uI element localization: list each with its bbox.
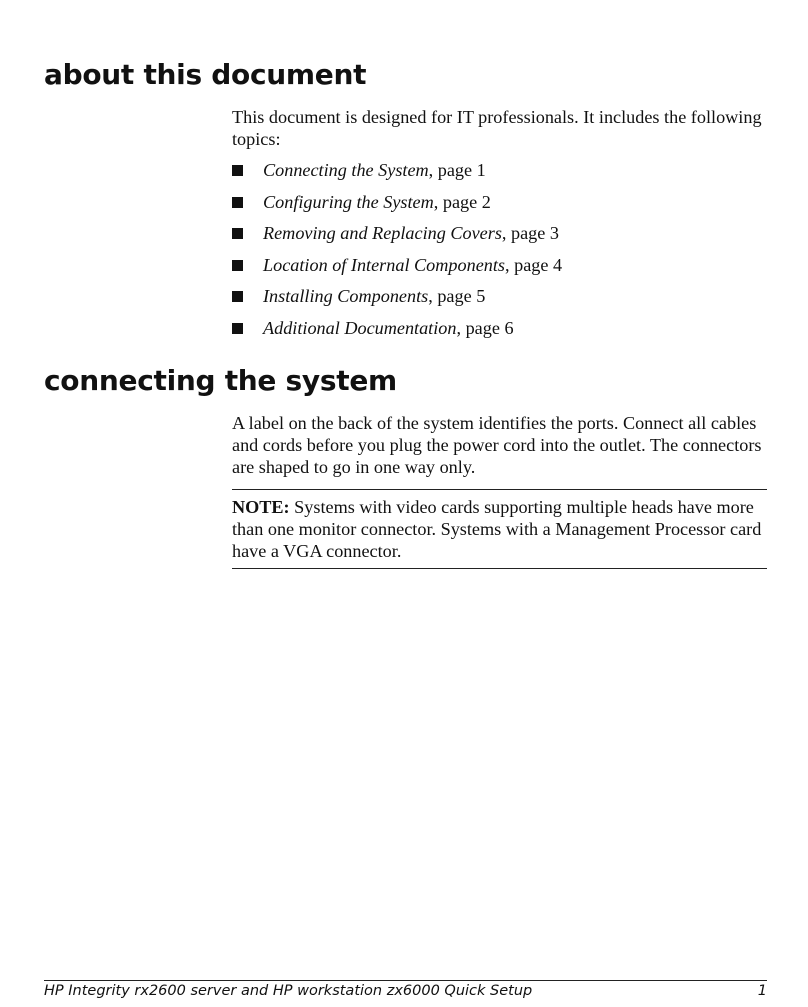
square-bullet-icon — [232, 291, 243, 302]
topic-item-connecting — [232, 159, 562, 191]
square-bullet-icon — [232, 197, 243, 208]
topic-item-installing — [232, 285, 562, 317]
note-text: Systems with video cards supporting multiple heads have more than one monitor connector. Systems with a Management Processor card have a VGA connector. — [232, 497, 762, 561]
square-bullet-icon — [232, 260, 243, 271]
topic-list — [232, 159, 562, 348]
footer-document-title: HP Integrity rx2600 server and HP workstation zx6000 Quick Setup — [44, 983, 533, 999]
topic-page-ref: , page 5 — [428, 286, 486, 306]
topic-page-ref: , page 2 — [433, 191, 491, 212]
topic-page-ref: , page 6 — [456, 317, 514, 338]
connecting-section-heading: connecting the system — [44, 364, 397, 397]
topic-title: Configuring the System — [263, 191, 434, 212]
about-section-heading: about this document — [44, 58, 367, 91]
topic-item-additional — [232, 317, 562, 349]
topic-page-ref: , page 1 — [428, 160, 486, 180]
topic-page-ref: , page 4 — [505, 254, 563, 275]
footer-rule — [44, 980, 767, 981]
note-top-rule — [232, 489, 767, 490]
square-bullet-icon — [232, 165, 243, 176]
topic-title: Removing and Replacing Covers — [263, 223, 502, 243]
topic-item-configuring — [232, 191, 562, 223]
topic-page-ref: , page 3 — [501, 223, 559, 243]
connecting-paragraph: A label on the back of the system identifies the ports. Connect all cables and cords before you plug the power cord into the outlet. The connectors are shaped to go in one way only. — [232, 413, 762, 477]
square-bullet-icon — [232, 228, 243, 239]
topic-title: Additional Documentation — [263, 317, 457, 338]
topic-title: Installing Components — [263, 286, 429, 306]
note-bottom-rule — [232, 568, 767, 569]
note-box — [232, 496, 772, 562]
topic-item-location — [232, 254, 562, 286]
topic-title: Location of Internal Components — [263, 254, 505, 275]
footer-page-number: 1 — [757, 983, 767, 999]
square-bullet-icon — [232, 323, 243, 334]
topic-title: Connecting the System — [263, 160, 429, 180]
note-label: NOTE: — [232, 497, 290, 517]
about-intro-paragraph: This document is designed for IT professionals. It includes the following topics: — [232, 107, 762, 149]
topic-item-covers — [232, 222, 562, 254]
